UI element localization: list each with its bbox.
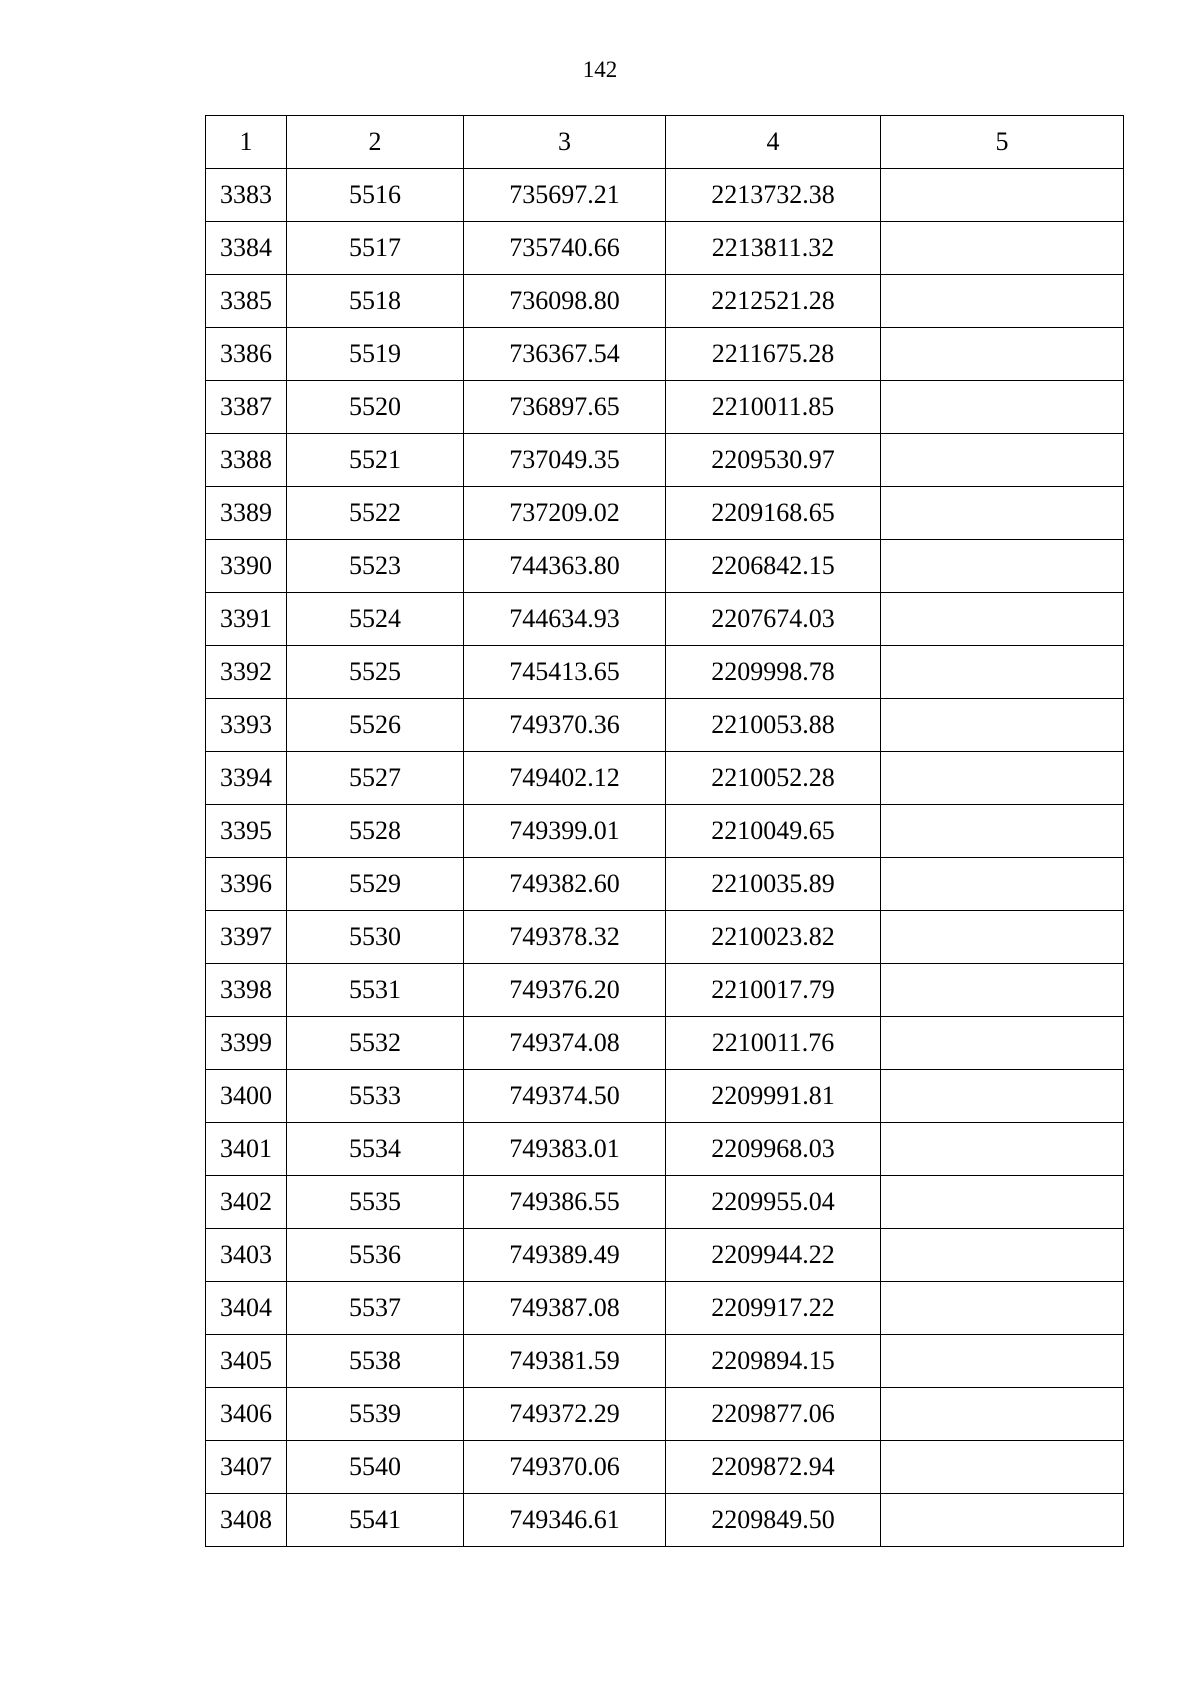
- row-index-cell: 3394: [206, 752, 287, 805]
- y-coordinate-cell: 2209168.65: [666, 487, 881, 540]
- y-coordinate-cell: 2210049.65: [666, 805, 881, 858]
- note-cell: [881, 381, 1124, 434]
- note-cell: [881, 1123, 1124, 1176]
- row-index-cell: 3384: [206, 222, 287, 275]
- table-row: [206, 1335, 1124, 1388]
- y-coordinate-cell: 2209968.03: [666, 1123, 881, 1176]
- table-row: [206, 964, 1124, 1017]
- note-cell: [881, 1282, 1124, 1335]
- row-index-cell: 3391: [206, 593, 287, 646]
- point-number-cell: 5539: [287, 1388, 464, 1441]
- x-coordinate-cell: 749382.60: [464, 858, 666, 911]
- row-index-cell: 3385: [206, 275, 287, 328]
- row-index-cell: 3393: [206, 699, 287, 752]
- x-coordinate-cell: 749370.36: [464, 699, 666, 752]
- y-coordinate-cell: 2210053.88: [666, 699, 881, 752]
- point-number-cell: 5533: [287, 1070, 464, 1123]
- note-cell: [881, 328, 1124, 381]
- note-cell: [881, 858, 1124, 911]
- table-row: [206, 699, 1124, 752]
- note-cell: [881, 1388, 1124, 1441]
- note-cell: [881, 1441, 1124, 1494]
- y-coordinate-cell: 2209894.15: [666, 1335, 881, 1388]
- note-cell: [881, 1070, 1124, 1123]
- table-row: [206, 1176, 1124, 1229]
- point-number-cell: 5525: [287, 646, 464, 699]
- note-cell: [881, 805, 1124, 858]
- y-coordinate-cell: 2210052.28: [666, 752, 881, 805]
- note-cell: [881, 1335, 1124, 1388]
- row-index-cell: 3383: [206, 169, 287, 222]
- note-cell: [881, 540, 1124, 593]
- table-row: [206, 1070, 1124, 1123]
- note-cell: [881, 487, 1124, 540]
- point-number-cell: 5520: [287, 381, 464, 434]
- table-row: [206, 1123, 1124, 1176]
- x-coordinate-cell: 749399.01: [464, 805, 666, 858]
- x-coordinate-cell: 749402.12: [464, 752, 666, 805]
- table-header-row: [206, 116, 1124, 169]
- row-index-cell: 3408: [206, 1494, 287, 1547]
- note-cell: [881, 1176, 1124, 1229]
- row-index-cell: 3390: [206, 540, 287, 593]
- y-coordinate-cell: 2213811.32: [666, 222, 881, 275]
- table-row: [206, 593, 1124, 646]
- x-coordinate-cell: 736897.65: [464, 381, 666, 434]
- x-coordinate-cell: 744634.93: [464, 593, 666, 646]
- y-coordinate-cell: 2210023.82: [666, 911, 881, 964]
- y-coordinate-cell: 2209944.22: [666, 1229, 881, 1282]
- x-coordinate-cell: 749383.01: [464, 1123, 666, 1176]
- table-row: [206, 328, 1124, 381]
- x-coordinate-cell: 749381.59: [464, 1335, 666, 1388]
- y-coordinate-cell: 2206842.15: [666, 540, 881, 593]
- x-coordinate-cell: 737209.02: [464, 487, 666, 540]
- table-row: [206, 275, 1124, 328]
- note-cell: [881, 1494, 1124, 1547]
- row-index-cell: 3403: [206, 1229, 287, 1282]
- row-index-cell: 3402: [206, 1176, 287, 1229]
- table-row: [206, 1282, 1124, 1335]
- y-coordinate-cell: 2209849.50: [666, 1494, 881, 1547]
- table-row: [206, 858, 1124, 911]
- point-number-cell: 5519: [287, 328, 464, 381]
- table-row: [206, 646, 1124, 699]
- point-number-cell: 5541: [287, 1494, 464, 1547]
- x-coordinate-cell: 749389.49: [464, 1229, 666, 1282]
- table-row: [206, 805, 1124, 858]
- point-number-cell: 5518: [287, 275, 464, 328]
- point-number-cell: 5526: [287, 699, 464, 752]
- x-coordinate-cell: 744363.80: [464, 540, 666, 593]
- point-number-cell: 5523: [287, 540, 464, 593]
- row-index-cell: 3387: [206, 381, 287, 434]
- point-number-cell: 5524: [287, 593, 464, 646]
- x-coordinate-cell: 749374.08: [464, 1017, 666, 1070]
- x-coordinate-cell: 749376.20: [464, 964, 666, 1017]
- note-cell: [881, 434, 1124, 487]
- table-row: [206, 1017, 1124, 1070]
- note-cell: [881, 699, 1124, 752]
- x-coordinate-cell: 749387.08: [464, 1282, 666, 1335]
- point-number-cell: 5535: [287, 1176, 464, 1229]
- table-body: [206, 116, 1124, 1547]
- row-index-cell: 3395: [206, 805, 287, 858]
- x-coordinate-cell: 749378.32: [464, 911, 666, 964]
- note-cell: [881, 1017, 1124, 1070]
- note-cell: [881, 1229, 1124, 1282]
- x-coordinate-cell: 749370.06: [464, 1441, 666, 1494]
- column-header-4: 4: [666, 116, 881, 169]
- x-coordinate-cell: 749374.50: [464, 1070, 666, 1123]
- x-coordinate-cell: 749386.55: [464, 1176, 666, 1229]
- table-row: [206, 222, 1124, 275]
- x-coordinate-cell: 735697.21: [464, 169, 666, 222]
- x-coordinate-cell: 749346.61: [464, 1494, 666, 1547]
- coordinates-table: [205, 115, 1124, 1547]
- point-number-cell: 5516: [287, 169, 464, 222]
- point-number-cell: 5538: [287, 1335, 464, 1388]
- table-row: [206, 1441, 1124, 1494]
- point-number-cell: 5528: [287, 805, 464, 858]
- x-coordinate-cell: 735740.66: [464, 222, 666, 275]
- table-row: [206, 1388, 1124, 1441]
- y-coordinate-cell: 2209998.78: [666, 646, 881, 699]
- column-header-1: 1: [206, 116, 287, 169]
- point-number-cell: 5536: [287, 1229, 464, 1282]
- note-cell: [881, 911, 1124, 964]
- y-coordinate-cell: 2213732.38: [666, 169, 881, 222]
- point-number-cell: 5534: [287, 1123, 464, 1176]
- x-coordinate-cell: 737049.35: [464, 434, 666, 487]
- table-row: [206, 752, 1124, 805]
- row-index-cell: 3392: [206, 646, 287, 699]
- table-row: [206, 540, 1124, 593]
- row-index-cell: 3398: [206, 964, 287, 1017]
- row-index-cell: 3396: [206, 858, 287, 911]
- table-row: [206, 169, 1124, 222]
- row-index-cell: 3407: [206, 1441, 287, 1494]
- y-coordinate-cell: 2207674.03: [666, 593, 881, 646]
- x-coordinate-cell: 749372.29: [464, 1388, 666, 1441]
- point-number-cell: 5527: [287, 752, 464, 805]
- y-coordinate-cell: 2209917.22: [666, 1282, 881, 1335]
- x-coordinate-cell: 745413.65: [464, 646, 666, 699]
- table-row: [206, 487, 1124, 540]
- y-coordinate-cell: 2210011.76: [666, 1017, 881, 1070]
- y-coordinate-cell: 2209955.04: [666, 1176, 881, 1229]
- y-coordinate-cell: 2211675.28: [666, 328, 881, 381]
- table-row: [206, 1494, 1124, 1547]
- y-coordinate-cell: 2210017.79: [666, 964, 881, 1017]
- y-coordinate-cell: 2212521.28: [666, 275, 881, 328]
- x-coordinate-cell: 736098.80: [464, 275, 666, 328]
- row-index-cell: 3400: [206, 1070, 287, 1123]
- row-index-cell: 3397: [206, 911, 287, 964]
- page-number: 142: [582, 57, 618, 82]
- row-index-cell: 3405: [206, 1335, 287, 1388]
- row-index-cell: 3389: [206, 487, 287, 540]
- column-header-5: 5: [881, 116, 1124, 169]
- row-index-cell: 3406: [206, 1388, 287, 1441]
- point-number-cell: 5540: [287, 1441, 464, 1494]
- point-number-cell: 5537: [287, 1282, 464, 1335]
- note-cell: [881, 593, 1124, 646]
- column-header-2: 2: [287, 116, 464, 169]
- y-coordinate-cell: 2210011.85: [666, 381, 881, 434]
- note-cell: [881, 222, 1124, 275]
- point-number-cell: 5522: [287, 487, 464, 540]
- y-coordinate-cell: 2209877.06: [666, 1388, 881, 1441]
- row-index-cell: 3401: [206, 1123, 287, 1176]
- y-coordinate-cell: 2209991.81: [666, 1070, 881, 1123]
- y-coordinate-cell: 2209872.94: [666, 1441, 881, 1494]
- table-row: [206, 434, 1124, 487]
- note-cell: [881, 646, 1124, 699]
- x-coordinate-cell: 736367.54: [464, 328, 666, 381]
- row-index-cell: 3404: [206, 1282, 287, 1335]
- column-header-3: 3: [464, 116, 666, 169]
- note-cell: [881, 964, 1124, 1017]
- point-number-cell: 5517: [287, 222, 464, 275]
- note-cell: [881, 275, 1124, 328]
- point-number-cell: 5529: [287, 858, 464, 911]
- point-number-cell: 5532: [287, 1017, 464, 1070]
- y-coordinate-cell: 2209530.97: [666, 434, 881, 487]
- table-row: [206, 381, 1124, 434]
- point-number-cell: 5521: [287, 434, 464, 487]
- table-row: [206, 1229, 1124, 1282]
- row-index-cell: 3388: [206, 434, 287, 487]
- y-coordinate-cell: 2210035.89: [666, 858, 881, 911]
- point-number-cell: 5530: [287, 911, 464, 964]
- row-index-cell: 3399: [206, 1017, 287, 1070]
- table-row: [206, 911, 1124, 964]
- row-index-cell: 3386: [206, 328, 287, 381]
- point-number-cell: 5531: [287, 964, 464, 1017]
- note-cell: [881, 752, 1124, 805]
- note-cell: [881, 169, 1124, 222]
